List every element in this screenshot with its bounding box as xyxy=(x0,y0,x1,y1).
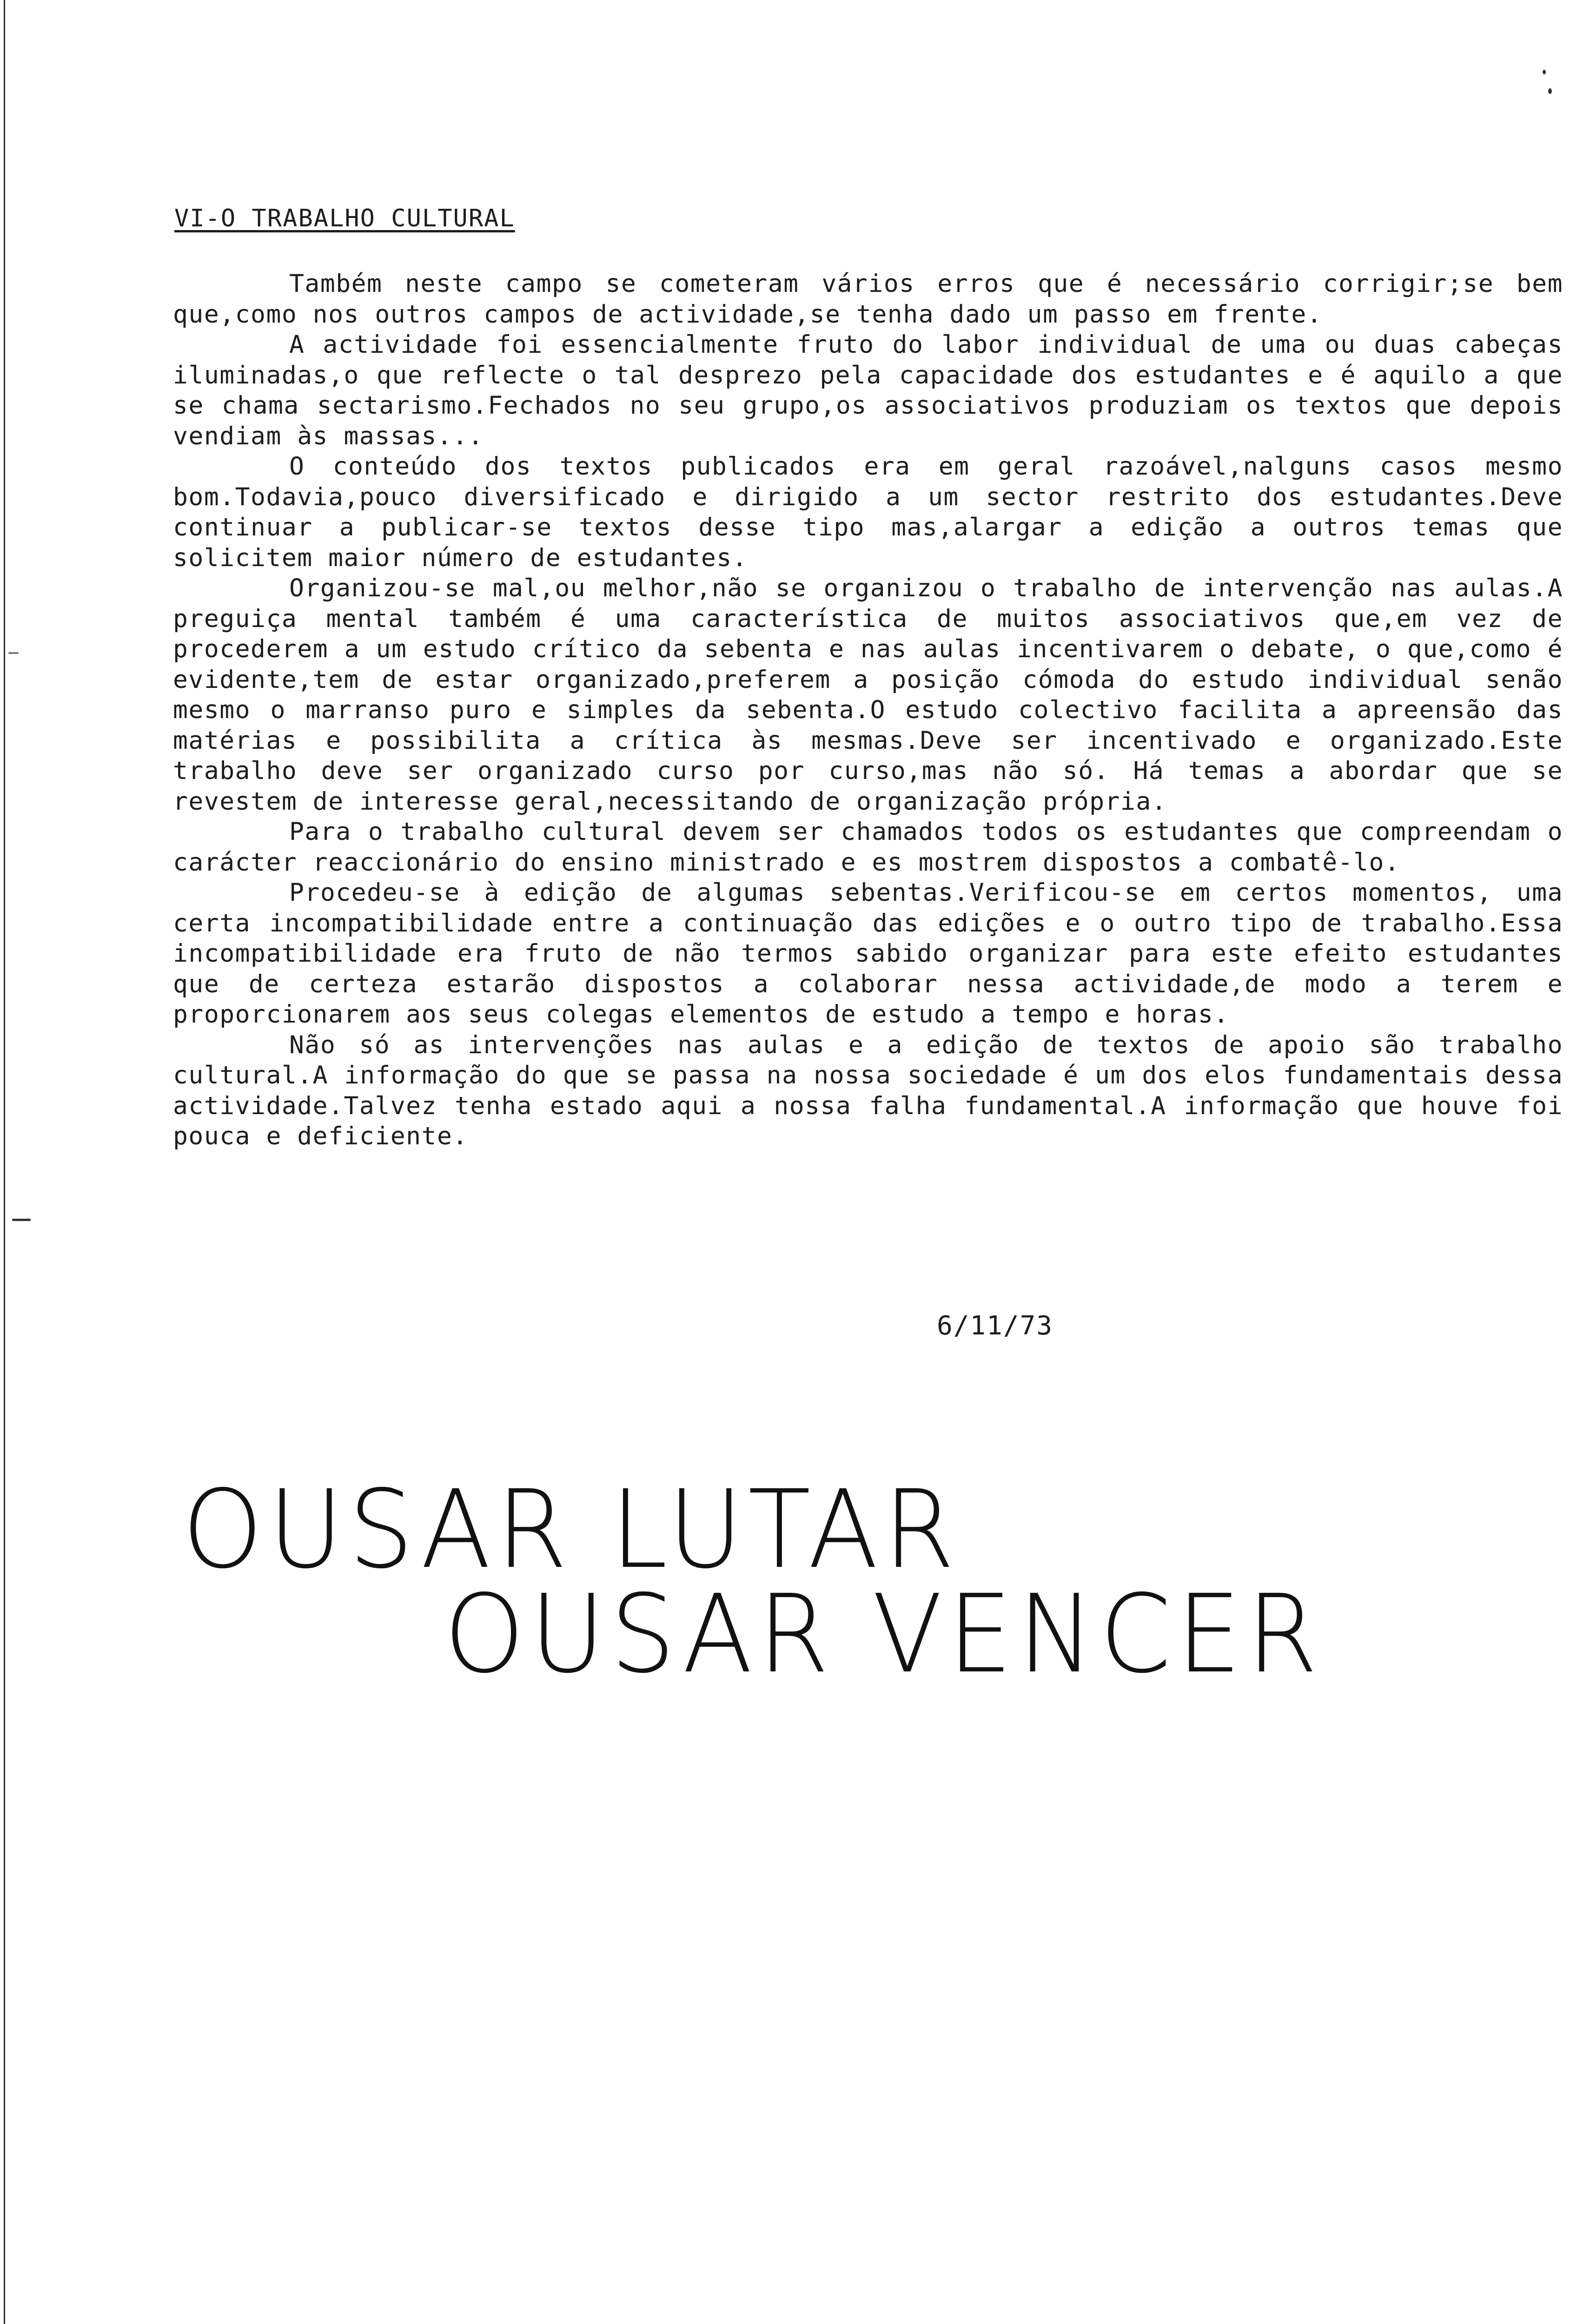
paragraph-4: Organizou-se mal,ou melhor,não se organizou o trabalho de intervenção nas aulas.A preguiça mental também é uma característica de muitos associativos que,em vez de procederem a um estudo crítico da sebenta e nas aulas incentivarem o debate, o que,como é evidente,tem de estar organizado,preferem a posição cómoda do estudo individual senão mesmo o marranso puro e simples da sebenta.O estudo colectivo facilita a apreensão das matérias e possibilita a crítica às mesmas.Deve ser incentivado e organizado.Este trabalho deve ser organizado curso por curso,mas não só. Há temas a abordar que se revestem de interesse geral,necessitando de organização própria. xyxy=(173,574,1563,816)
document-date: 6/11/73 xyxy=(937,1311,1054,1341)
body-text xyxy=(173,269,1563,1152)
section-heading: VI-O TRABALHO CULTURAL xyxy=(174,205,515,232)
paragraph-2: A actividade foi essencialmente fruto do labor individual de uma ou duas cabeças iluminadas,o que reflecte o tal desprezo pela capacidade dos estudantes e é aquilo a que se chama sectarismo.Fechados no seu grupo,os associativos produziam os textos que depois vendiam às massas... xyxy=(173,330,1563,450)
paragraph-5: Para o trabalho cultural devem ser chamados todos os estudantes que compreendam o carácter reaccionário do ensino ministrado e es mostrem dispostos a combatê-lo. xyxy=(173,818,1563,877)
paragraph-7: Não só as intervenções nas aulas e a edição de textos de apoio são trabalho cultural.A informação do que se passa na nossa sociedade é um dos elos fundamentais dessa actividade.Talvez tenha estado aqui a nossa falha fundamental.A informação que houve foi pouca e deficiente. xyxy=(173,1030,1563,1150)
scan-speck xyxy=(1543,70,1546,74)
scan-speck xyxy=(12,1219,31,1221)
page-left-edge xyxy=(4,0,5,2324)
scan-speck xyxy=(8,652,19,654)
slogan-line-1: OUSAR LUTAR xyxy=(182,1467,960,1592)
paragraph-6: Procedeu-se à edição de algumas sebentas.Verificou-se em certos momentos, uma certa incompatibilidade entre a continuação das edições e o outro tipo de trabalho.Essa incompatibilidade era fruto de não termos sabido organizar para este efeito estudantes que de certeza estarão dispostos a colaborar nessa actividade,de modo a terem e proporcionarem aos seus colegas elementos de estudo a tempo e horas. xyxy=(173,878,1563,1029)
slogan-line-2: OUSAR VENCER xyxy=(444,1571,1323,1697)
scan-speck xyxy=(1548,88,1552,94)
paragraph-3: O conteúdo dos textos publicados era em geral razoável,nalguns casos mesmo bom.Todavia,pouco diversificado e dirigido a um sector restrito dos estudantes.Deve continuar a publicar-se textos desse tipo mas,alargar a edição a outros temas que solicitem maior número de estudantes. xyxy=(173,452,1563,572)
paragraph-1: Também neste campo se cometeram vários erros que é necessário corrigir;se bem que,como nos outros campos de actividade,se tenha dado um passo em frente. xyxy=(173,270,1563,329)
